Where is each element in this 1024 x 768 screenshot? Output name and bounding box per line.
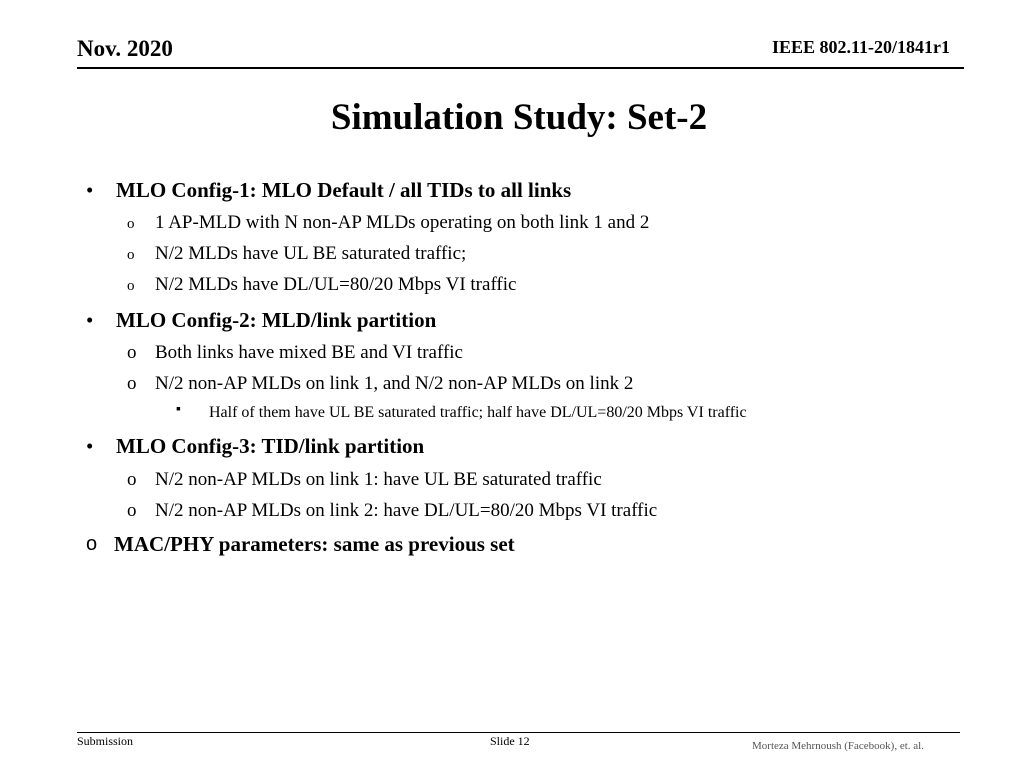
config1-item-3: N/2 MLDs have DL/UL=80/20 Mbps VI traffic	[155, 274, 517, 295]
mac-phy-parameters: MAC/PHY parameters: same as previous set	[114, 532, 515, 556]
circle-marker: o	[86, 533, 98, 555]
config2-heading: MLO Config-2: MLD/link partition	[116, 308, 437, 332]
bullet-marker: •	[86, 434, 94, 458]
circle-marker: o	[127, 469, 137, 490]
config1-item-2: N/2 MLDs have UL BE saturated traffic;	[155, 243, 467, 264]
config3-heading: MLO Config-3: TID/link partition	[116, 434, 425, 458]
config2-item-1: Both links have mixed BE and VI traffic	[155, 342, 463, 363]
footer-divider	[77, 732, 960, 733]
bullet-marker: •	[86, 308, 94, 332]
circle-marker: o	[127, 500, 137, 521]
slide-title: Simulation Study: Set-2	[330, 97, 708, 138]
header-doc-id: IEEE 802.11-20/1841r1	[772, 37, 951, 57]
circle-marker: o	[127, 342, 137, 363]
footer-submission: Submission	[77, 734, 134, 748]
config3-item-2: N/2 non-AP MLDs on link 2: have DL/UL=80/20 Mbps VI traffic	[155, 500, 658, 521]
config1-heading: MLO Config-1: MLO Default / all TIDs to all links	[116, 178, 572, 202]
config2-subitem: Half of them have UL BE saturated traffic; half have DL/UL=80/20 Mbps VI traffic	[209, 404, 747, 421]
circle-marker: o	[127, 373, 137, 394]
footer-author: Morteza Mehrnoush (Facebook), et. al.	[752, 740, 924, 752]
header-divider	[77, 67, 964, 69]
circle-marker: o	[127, 216, 135, 232]
circle-marker: o	[127, 278, 135, 294]
bullet-marker: •	[86, 178, 94, 202]
config2-item-2: N/2 non-AP MLDs on link 1, and N/2 non-AP MLDs on link 2	[155, 373, 634, 394]
footer-slide-number: Slide 12	[490, 734, 530, 748]
circle-marker: o	[127, 247, 135, 263]
square-marker: ▪	[176, 402, 181, 417]
config1-item-1: 1 AP-MLD with N non-AP MLDs operating on both link 1 and 2	[155, 212, 650, 233]
config3-item-1: N/2 non-AP MLDs on link 1: have UL BE saturated traffic	[155, 469, 602, 490]
header-date: Nov. 2020	[77, 36, 173, 61]
